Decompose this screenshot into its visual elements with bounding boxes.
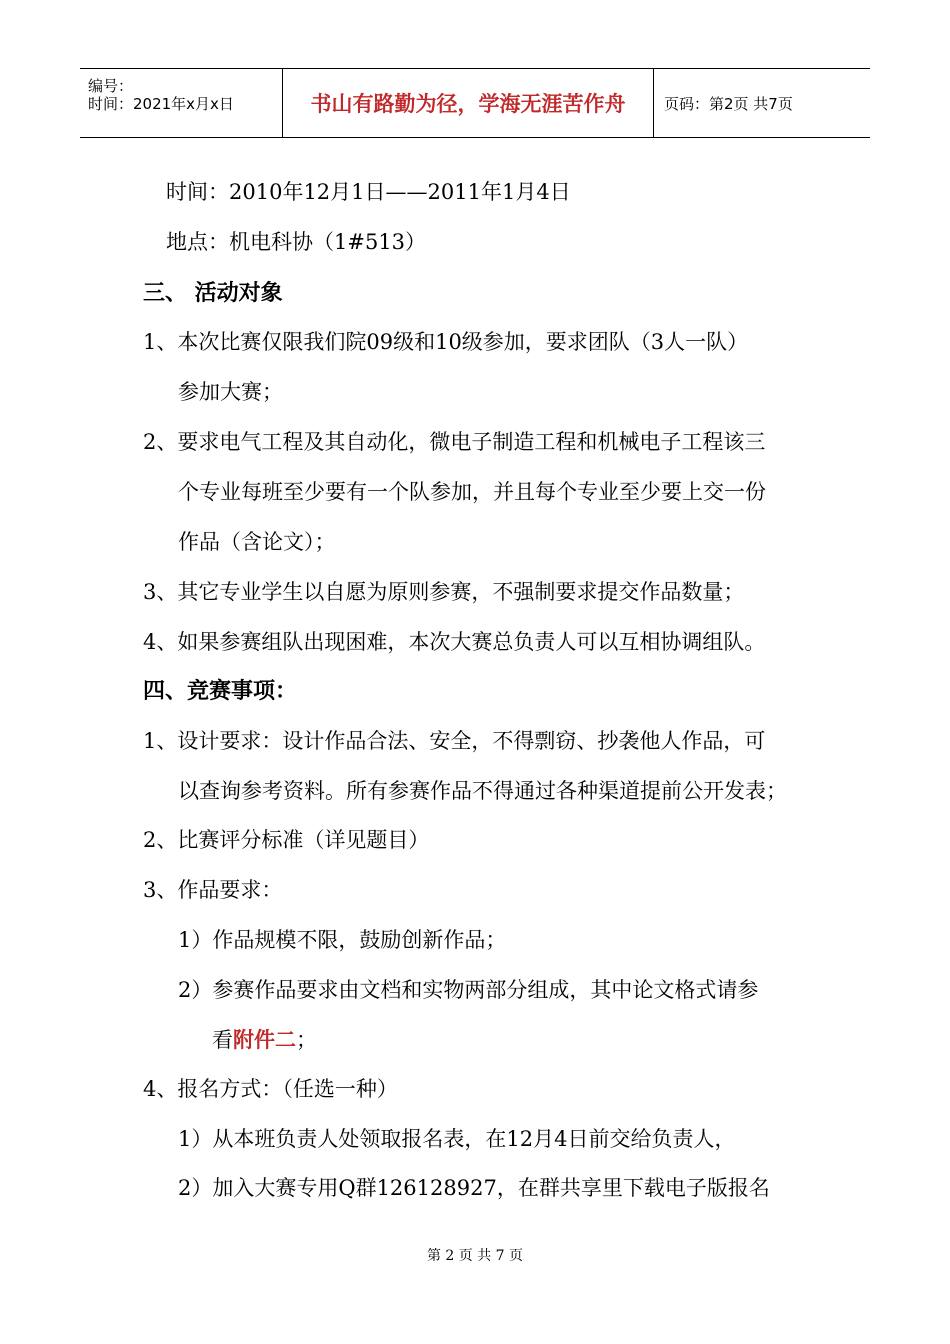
header-number: 编号： xyxy=(88,77,134,95)
attachment-2-reference: 附件二 xyxy=(233,1028,296,1052)
event-place: 地点：机电科协（1#513） xyxy=(166,230,427,254)
page-footer: 第 2 页 共 7 页 xyxy=(426,1248,524,1264)
paragraph-line xyxy=(212,1026,317,1054)
header-time: 时间：2021年x月x日 xyxy=(88,95,234,113)
paragraph-line: 2）参赛作品要求由文档和实物两部分组成，其中论文格式请参 xyxy=(178,978,759,1002)
header-motto: 书山有路勤为径，学海无涯苦作舟 xyxy=(283,69,654,137)
paragraph-line: 以查询参考资料。所有参赛作品不得通过各种渠道提前公开发表； xyxy=(178,779,787,803)
paragraph-line: 1、设计要求：设计作品合法、安全，不得剽窃、抄袭他人作品，可 xyxy=(143,729,766,753)
paragraph-line: 作品（含论文）； xyxy=(178,530,336,554)
header-page-number: 页码：第2页 共7页 xyxy=(664,94,793,113)
paragraph-line: 个专业每班至少要有一个队参加，并且每个专业至少要上交一份 xyxy=(178,480,766,504)
section-4-heading: 四、竞赛事项： xyxy=(143,679,298,704)
paragraph-line: 3、作品要求： xyxy=(143,878,283,902)
paragraph-line: 2）加入大赛专用Q群126128927，在群共享里下载电子版报名 xyxy=(178,1176,770,1200)
section-3-heading: 三、 活动对象 xyxy=(143,281,283,306)
paragraph-line: 2、比赛评分标准（详见题目） xyxy=(143,828,430,852)
header-info-cell xyxy=(80,69,283,137)
text-run: ； xyxy=(296,1028,317,1052)
paragraph-line: 1）作品规模不限，鼓励创新作品； xyxy=(178,928,507,952)
event-time: 时间：2010年12月1日——2011年1月4日 xyxy=(166,180,571,204)
page-header xyxy=(80,68,870,138)
paragraph-line: 2、要求电气工程及其自动化，微电子制造工程和机械电子工程该三 xyxy=(143,430,766,454)
paragraph-line: 4、如果参赛组队出现困难，本次大赛总负责人可以互相协调组队。 xyxy=(143,630,766,654)
paragraph-line: 1）从本班负责人处领取报名表，在12月4日前交给负责人， xyxy=(178,1127,736,1151)
text-run: 看 xyxy=(212,1028,233,1052)
paragraph-line: 3、其它专业学生以自愿为原则参赛，不强制要求提交作品数量； xyxy=(143,580,745,604)
paragraph-line: 4、报名方式：（任选一种） xyxy=(143,1077,398,1101)
paragraph-line: 参加大赛； xyxy=(178,380,283,404)
paragraph-line: 1、本次比赛仅限我们院09级和10级参加，要求团队（3人一队） xyxy=(143,330,749,354)
